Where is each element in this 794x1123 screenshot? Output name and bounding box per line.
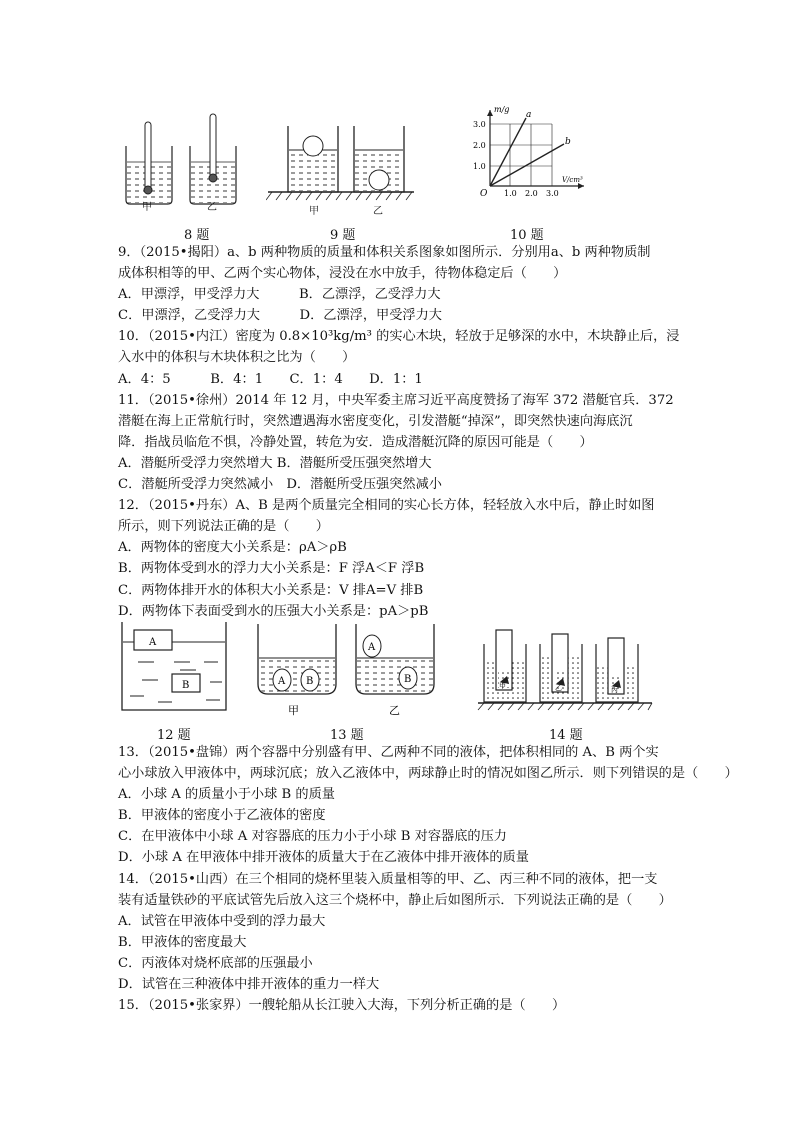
x-tick-2: 2.0 [525, 189, 538, 198]
fig9-label-jia: 甲 [309, 206, 319, 217]
y-tick-2: 2.0 [473, 141, 486, 150]
figure-14-beakers [476, 626, 660, 718]
q12-stem-1: 12．（2015•丹东）A、B 是两个质量完全相同的实心长方体，轻轻放入水中后，静止时如图 [118, 498, 655, 514]
tube-label-jia: 甲 [499, 682, 506, 690]
caption-fig13: 13 题 [330, 728, 364, 743]
tube-label-yi: 乙 [555, 684, 562, 692]
y-tick-1: 1.0 [473, 162, 486, 171]
q12-option-c: C．两物体排开水的体积大小关系是：V 排A=V 排B [118, 582, 424, 598]
q9-option-ab: A．甲漂浮，甲受浮力大 B．乙漂浮，乙受浮力大 [118, 287, 441, 303]
questions-block-1 [118, 242, 698, 622]
figure-13-containers [252, 622, 442, 720]
q9-option-cd: C．甲漂浮，乙受浮力大 D．乙漂浮，甲受浮力大 [118, 308, 442, 324]
figure-8-beakers [118, 110, 248, 210]
q13-option-b: B．甲液体的密度小于乙液体的密度 [118, 808, 326, 824]
q11-stem-3: 降．指战员临危不惧，冷静处置，转危为安．造成潜艇沉降的原因可能是（ ） [118, 434, 593, 450]
q14-option-c: C．丙液体对烧杯底部的压强最小 [118, 955, 313, 971]
tube-label-bing: 丙 [611, 686, 618, 694]
block-a-label: A [149, 637, 157, 648]
fig9-label-yi: 乙 [373, 206, 383, 217]
caption-fig10: 10 题 [510, 228, 544, 243]
q14-option-b: B．甲液体的密度最大 [118, 934, 247, 950]
figure-12-tank [118, 620, 230, 716]
q13-option-d: D．小球 A 在甲液体中排开液体的质量大于在乙液体中排开液体的质量 [118, 850, 529, 866]
q10-options: A．4：5 B．4：1 C．1：4 D．1：1 [118, 371, 423, 387]
ball-a-jia: A [278, 676, 286, 687]
q13-stem-1: 13．（2015•盘锦）两个容器中分别盛有甲、乙两种不同的液体，把体积相同的 A、B 两个实 [118, 745, 659, 760]
line-a-label: a [526, 110, 532, 120]
q11-option-ab: A．潜艇所受浮力突然增大 B．潜艇所受压强突然增大 [118, 455, 432, 471]
q12-stem-2: 所示，则下列说法正确的是（ ） [118, 519, 329, 535]
questions-block-2 [118, 742, 738, 1016]
q14-option-d: D．试管在三种液体中排开液体的重力一样大 [118, 977, 380, 993]
q12-option-b: B．两物体受到水的浮力大小关系是：F 浮A＜F 浮B [118, 561, 425, 577]
q10-stem-1: 10．（2015•内江）密度为 0.8×10³kg/m³ 的实心木块，轻放于足够深的水中，木块静止后，浸 [118, 329, 680, 345]
q10-stem-2: 入水中的体积与木块体积之比为（ ） [118, 350, 356, 366]
q11-stem-2: 潜艇在海上正常航行时，突然遭遇海水密度变化，引发潜艇“掉深”，即突然快速向海底沉 [118, 413, 633, 429]
fig8-label-jia: 甲 [142, 202, 152, 213]
caption-fig9: 9 题 [330, 228, 356, 243]
q13-option-a: A．小球 A 的质量小于小球 B 的质量 [118, 787, 335, 803]
q9-stem-2: 成体积相等的甲、乙两个实心物体，浸没在水中放手，待物体稳定后（ ） [118, 266, 567, 282]
fig13-label-yi: 乙 [389, 704, 400, 717]
block-b-label: B [182, 680, 190, 691]
caption-fig8: 8 题 [184, 228, 210, 243]
ball-a-yi: A [368, 642, 376, 653]
x-tick-3: 3.0 [546, 189, 559, 198]
origin-label: O [480, 189, 488, 199]
y-axis-label: m/g [494, 105, 510, 114]
q14-option-a: A．试管在甲液体中受到的浮力最大 [118, 913, 326, 929]
ball-b-jia: B [306, 676, 314, 687]
line-b-label: b [565, 137, 571, 147]
figure-10-graph [472, 104, 592, 204]
q11-option-cd: C．潜艇所受浮力突然减小 D．潜艇所受压强突然减小 [118, 477, 442, 493]
x-axis-label: V/cm³ [562, 176, 583, 184]
q14-stem-1: 14．（2015•山西）在三个相同的烧杯里装入质量相等的甲、乙、丙三种不同的液体，把一支 [118, 871, 658, 887]
q9-stem-1: 9．（2015•揭阳）a、b 两种物质的质量和体积关系图象如图所示．分别用a、b 两种物质制 [118, 245, 651, 260]
q14-stem-2: 装有适量铁砂的平底试管先后放入这三个烧杯中，静止后如图所示．下列说法正确的是（ ） [118, 892, 672, 908]
q13-stem-2: 心小球放入甲液体中，两球沉底；放入乙液体中，两球静止时的情况如图乙所示．则下列错误的是（ ） [118, 766, 738, 782]
y-tick-3: 3.0 [473, 120, 486, 129]
fig8-label-yi: 乙 [207, 202, 217, 213]
q15-stem-1: 15．（2015•张家界）一艘轮船从长江驶入大海，下列分析正确的是（ ） [118, 998, 566, 1014]
x-tick-1: 1.0 [504, 189, 517, 198]
q11-stem-1: 11．（2015•徐州）2014 年 12 月，中央军委主席习近平高度赞扬了海军 372 潜艇官兵．372 [118, 392, 674, 408]
figure-9-containers [266, 122, 416, 212]
caption-fig12: 12 题 [157, 728, 191, 743]
fig13-label-jia: 甲 [288, 704, 299, 717]
q12-option-a: A．两物体的密度大小关系是：ρA＞ρB [118, 540, 347, 556]
q12-option-d: D．两物体下表面受到水的压强大小关系是：pA＞pB [118, 603, 429, 619]
q13-option-c: C．在甲液体中小球 A 对容器底的压力小于小球 B 对容器底的压力 [118, 829, 507, 845]
caption-fig14: 14 题 [549, 728, 583, 743]
ball-b-yi: B [404, 674, 412, 685]
